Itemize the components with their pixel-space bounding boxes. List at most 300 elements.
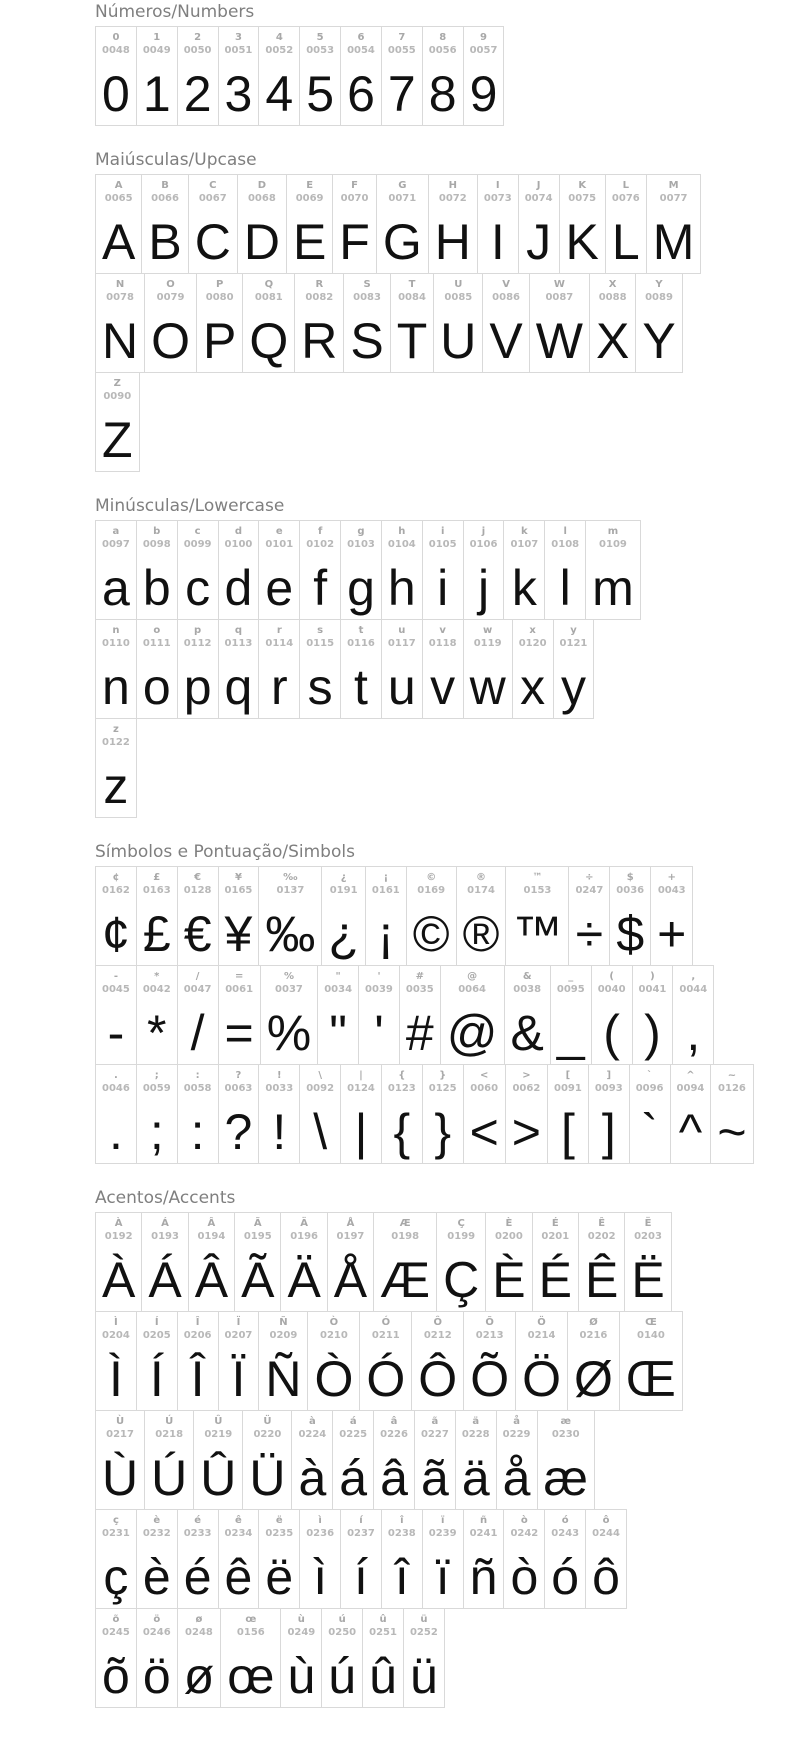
glyph-code-label: 0080 bbox=[205, 292, 234, 303]
glyph-cell bbox=[381, 520, 423, 620]
glyph-code-label: 0198 bbox=[391, 1231, 420, 1242]
section-title: Acentos/Accents bbox=[95, 1188, 236, 1208]
glyph-cell bbox=[585, 520, 641, 620]
glyph-preview: q bbox=[224, 659, 253, 715]
glyph-cell bbox=[280, 1212, 327, 1312]
glyph-row bbox=[95, 26, 800, 126]
glyph-char-label: ¢ bbox=[112, 872, 120, 883]
glyph-cell bbox=[485, 1212, 532, 1312]
glyph-cell bbox=[376, 174, 429, 274]
glyph-char-label: { bbox=[398, 1070, 406, 1081]
glyph-cell bbox=[299, 1064, 341, 1164]
glyph-preview: J bbox=[526, 214, 552, 270]
glyph-char-label: A bbox=[114, 180, 123, 191]
glyph-preview: á bbox=[339, 1450, 368, 1506]
glyph-code-label: 0234 bbox=[224, 1528, 253, 1539]
glyph-cell bbox=[390, 273, 435, 373]
glyph-cell bbox=[559, 174, 606, 274]
glyph-cell bbox=[299, 26, 341, 126]
glyph-preview: N bbox=[102, 313, 139, 369]
glyph-code-label: 0096 bbox=[635, 1083, 664, 1094]
glyph-char-label: W bbox=[553, 279, 565, 290]
glyph-char-label: M bbox=[668, 180, 679, 191]
glyph-code-label: 0210 bbox=[320, 1330, 348, 1341]
glyph-preview: Ã bbox=[241, 1252, 275, 1308]
glyph-code-label: 0040 bbox=[597, 984, 626, 995]
glyph-cell bbox=[624, 1212, 671, 1312]
glyph-code-label: 0053 bbox=[306, 45, 335, 56]
glyph-preview: Û bbox=[200, 1450, 237, 1506]
glyph-row bbox=[95, 1311, 800, 1411]
glyph-cell bbox=[568, 866, 610, 966]
glyph-char-label: k bbox=[521, 526, 528, 537]
glyph-code-label: 0245 bbox=[102, 1627, 130, 1638]
glyph-preview: F bbox=[339, 214, 370, 270]
glyph-cell bbox=[463, 520, 505, 620]
glyph-code-label: 0232 bbox=[142, 1528, 171, 1539]
glyph-code-label: 0060 bbox=[470, 1083, 499, 1094]
glyph-char-label: # bbox=[415, 971, 424, 982]
glyph-code-label: 0213 bbox=[475, 1330, 504, 1341]
glyph-code-label: 0235 bbox=[265, 1528, 294, 1539]
glyph-cell bbox=[258, 1311, 308, 1411]
glyph-cell bbox=[532, 1212, 579, 1312]
glyph-cell bbox=[406, 866, 457, 966]
glyph-cell bbox=[463, 1311, 516, 1411]
glyph-char-label: v bbox=[439, 625, 446, 636]
glyph-char-label: ] bbox=[606, 1070, 612, 1081]
glyph-char-label: Á bbox=[161, 1218, 169, 1229]
glyph-code-label: 0242 bbox=[510, 1528, 539, 1539]
glyph-row bbox=[95, 372, 800, 472]
glyph-code-label: 0045 bbox=[102, 984, 130, 995]
glyph-cell bbox=[177, 619, 219, 719]
glyph-preview: Y bbox=[642, 313, 676, 369]
glyph-row bbox=[95, 1509, 800, 1609]
glyph-cell bbox=[291, 1410, 333, 1510]
glyph-code-label: 0231 bbox=[102, 1528, 130, 1539]
glyph-section bbox=[95, 2, 800, 126]
glyph-char-label: = bbox=[234, 971, 244, 982]
glyph-cell bbox=[95, 273, 145, 373]
glyph-char-label: 0 bbox=[112, 32, 120, 43]
glyph-preview: ï bbox=[435, 1549, 450, 1605]
glyph-cell bbox=[218, 965, 261, 1065]
glyph-code-label: 0034 bbox=[324, 984, 353, 995]
section-title: Números/Numbers bbox=[95, 2, 255, 22]
glyph-preview: ú bbox=[328, 1648, 357, 1704]
glyph-cell bbox=[518, 174, 560, 274]
glyph-cell bbox=[343, 273, 390, 373]
glyph-preview: ™ bbox=[512, 906, 563, 962]
glyph-code-label: 0121 bbox=[559, 638, 588, 649]
glyph-code-label: 0169 bbox=[417, 885, 446, 896]
glyph-preview: ¿ bbox=[328, 906, 359, 962]
glyph-char-label: ) bbox=[650, 971, 655, 982]
glyph-cell bbox=[529, 273, 590, 373]
glyph-preview: < bbox=[469, 1104, 499, 1160]
glyph-cell bbox=[317, 965, 359, 1065]
glyph-code-label: 0120 bbox=[518, 638, 547, 649]
glyph-preview: ë bbox=[265, 1549, 294, 1605]
glyph-cell bbox=[381, 619, 423, 719]
glyph-cell bbox=[95, 174, 142, 274]
glyph-char-label: F bbox=[351, 180, 358, 191]
glyph-char-label: s bbox=[317, 625, 324, 636]
glyph-preview: _ bbox=[556, 1005, 585, 1061]
glyph-preview: & bbox=[510, 1005, 544, 1061]
glyph-char-label: ø bbox=[195, 1614, 203, 1625]
glyph-char-label: " bbox=[335, 971, 341, 982]
glyph-preview: Œ bbox=[625, 1351, 676, 1407]
glyph-cell bbox=[422, 26, 464, 126]
glyph-char-label: I bbox=[495, 180, 500, 191]
glyph-preview: h bbox=[387, 560, 416, 616]
glyph-preview: 6 bbox=[347, 66, 375, 122]
glyph-char-label: > bbox=[522, 1070, 531, 1081]
glyph-char-label: Å bbox=[346, 1218, 355, 1229]
glyph-preview: Ï bbox=[231, 1351, 246, 1407]
glyph-cell bbox=[440, 965, 505, 1065]
glyph-cell bbox=[95, 1608, 137, 1708]
glyph-cell bbox=[220, 1608, 281, 1708]
glyph-preview: 4 bbox=[265, 66, 294, 122]
glyph-preview: è bbox=[142, 1549, 171, 1605]
glyph-cell bbox=[482, 273, 529, 373]
glyph-code-label: 0077 bbox=[659, 193, 688, 204]
glyph-cell bbox=[340, 520, 382, 620]
glyph-code-label: 0226 bbox=[380, 1429, 408, 1440]
glyph-cell bbox=[710, 1064, 753, 1164]
glyph-cell bbox=[177, 1608, 222, 1708]
glyph-cell bbox=[299, 1509, 341, 1609]
glyph-code-label: 0163 bbox=[142, 885, 171, 896]
glyph-row bbox=[95, 174, 800, 274]
glyph-cell bbox=[177, 520, 219, 620]
glyph-cell bbox=[381, 1509, 423, 1609]
glyph-code-label: 0107 bbox=[510, 539, 539, 550]
glyph-code-label: 0161 bbox=[371, 885, 400, 896]
glyph-code-label: 0044 bbox=[679, 984, 708, 995]
glyph-code-label: 0103 bbox=[347, 539, 375, 550]
glyph-cell bbox=[512, 619, 554, 719]
glyph-char-label: d bbox=[234, 526, 243, 537]
glyph-preview: ã bbox=[420, 1450, 449, 1506]
glyph-cell bbox=[537, 1410, 595, 1510]
glyph-preview: j bbox=[477, 560, 490, 616]
glyph-preview: Ú bbox=[151, 1450, 188, 1506]
glyph-char-label: - bbox=[113, 971, 118, 982]
glyph-preview: Î bbox=[190, 1351, 205, 1407]
glyph-char-label: õ bbox=[112, 1614, 120, 1625]
glyph-char-label: 2 bbox=[194, 32, 202, 43]
glyph-code-label: 0073 bbox=[483, 193, 512, 204]
glyph-preview: 2 bbox=[183, 66, 212, 122]
glyph-code-label: 0102 bbox=[306, 539, 335, 550]
glyph-preview: i bbox=[437, 560, 449, 616]
glyph-char-label: B bbox=[161, 180, 169, 191]
glyph-cell bbox=[294, 273, 344, 373]
glyph-code-label: 0035 bbox=[405, 984, 434, 995]
glyph-char-label: ` bbox=[647, 1070, 653, 1081]
glyph-preview: ¢ bbox=[102, 906, 130, 962]
glyph-preview: ñ bbox=[469, 1549, 498, 1605]
glyph-code-label: 0108 bbox=[551, 539, 580, 550]
glyph-code-label: 0106 bbox=[469, 539, 498, 550]
glyph-preview: > bbox=[511, 1104, 541, 1160]
glyph-char-label: ~ bbox=[727, 1070, 737, 1081]
glyph-cell bbox=[136, 619, 178, 719]
glyph-code-label: 0126 bbox=[718, 1083, 746, 1094]
glyph-preview: ! bbox=[272, 1104, 287, 1160]
glyph-cell bbox=[567, 1311, 620, 1411]
glyph-code-label: 0109 bbox=[599, 539, 627, 550]
glyph-code-label: 0111 bbox=[142, 638, 171, 649]
glyph-cell bbox=[218, 520, 260, 620]
glyph-cell bbox=[136, 1608, 178, 1708]
glyph-preview: ] bbox=[601, 1104, 616, 1160]
glyph-char-label: L bbox=[622, 180, 630, 191]
glyph-code-label: 0115 bbox=[306, 638, 335, 649]
glyph-char-label: É bbox=[551, 1218, 559, 1229]
glyph-char-label: ì bbox=[318, 1515, 322, 1526]
glyph-row bbox=[95, 520, 800, 620]
glyph-code-label: 0061 bbox=[225, 984, 254, 995]
glyph-preview: ¥ bbox=[224, 906, 253, 962]
glyph-char-label: Ù bbox=[115, 1416, 125, 1427]
glyph-cell bbox=[550, 965, 592, 1065]
glyph-code-label: 0049 bbox=[142, 45, 171, 56]
glyph-cell bbox=[218, 1509, 260, 1609]
glyph-preview: n bbox=[102, 659, 130, 715]
section-title: Minúsculas/Lowercase bbox=[95, 496, 285, 516]
glyph-char-label: c bbox=[194, 526, 201, 537]
glyph-cell bbox=[629, 1064, 671, 1164]
glyph-cell bbox=[218, 1064, 260, 1164]
glyph-code-label: 0203 bbox=[634, 1231, 662, 1242]
glyph-char-label: Ñ bbox=[279, 1317, 288, 1328]
glyph-preview: y bbox=[560, 659, 586, 715]
glyph-code-label: 0202 bbox=[587, 1231, 616, 1242]
glyph-preview: \ bbox=[313, 1104, 328, 1160]
glyph-code-label: 0230 bbox=[551, 1429, 580, 1440]
glyph-code-label: 0239 bbox=[428, 1528, 457, 1539]
glyph-char-label: O bbox=[166, 279, 175, 290]
glyph-cell bbox=[503, 1509, 545, 1609]
glyph-code-label: 0092 bbox=[306, 1083, 335, 1094]
glyph-row bbox=[95, 619, 800, 719]
glyph-cell bbox=[141, 1212, 188, 1312]
glyph-cell bbox=[321, 1608, 363, 1708]
glyph-preview: B bbox=[148, 214, 182, 270]
glyph-preview: 1 bbox=[142, 66, 171, 122]
glyph-preview: Ü bbox=[249, 1450, 286, 1506]
glyph-cell bbox=[242, 1410, 292, 1510]
glyph-code-label: 0050 bbox=[183, 45, 212, 56]
glyph-code-label: 0113 bbox=[224, 638, 253, 649]
glyph-preview: Ó bbox=[366, 1351, 406, 1407]
section-title: Símbolos e Pontuação/Simbols bbox=[95, 842, 355, 862]
glyph-code-label: 0070 bbox=[340, 193, 369, 204]
glyph-cell bbox=[95, 965, 137, 1065]
glyph-preview: u bbox=[387, 659, 416, 715]
glyph-code-label: 0042 bbox=[142, 984, 171, 995]
glyph-preview: ù bbox=[287, 1648, 316, 1704]
glyph-char-label: * bbox=[154, 971, 160, 982]
glyph-preview: D bbox=[243, 214, 280, 270]
glyph-char-label: x bbox=[529, 625, 536, 636]
glyph-char-label: ? bbox=[235, 1070, 242, 1081]
glyph-code-label: 0218 bbox=[155, 1429, 184, 1440]
glyph-preview: œ bbox=[227, 1648, 275, 1704]
glyph-code-label: 0233 bbox=[183, 1528, 212, 1539]
glyph-cell bbox=[635, 273, 682, 373]
glyph-char-label: Ó bbox=[381, 1317, 391, 1328]
glyph-char-label: V bbox=[502, 279, 510, 290]
glyph-code-label: 0252 bbox=[409, 1627, 438, 1638]
glyph-char-label: ö bbox=[153, 1614, 161, 1625]
glyph-cell bbox=[141, 174, 188, 274]
glyph-preview: U bbox=[440, 313, 477, 369]
glyph-char-label: ¡ bbox=[383, 872, 389, 883]
glyph-char-label: o bbox=[153, 625, 161, 636]
glyph-preview: [ bbox=[560, 1104, 575, 1160]
glyph-preview: @ bbox=[446, 1005, 498, 1061]
glyph-code-label: 0211 bbox=[371, 1330, 400, 1341]
glyph-preview: Å bbox=[333, 1252, 368, 1308]
glyph-preview: Ö bbox=[522, 1351, 562, 1407]
glyph-char-label: Z bbox=[113, 378, 121, 389]
glyph-cell bbox=[218, 1311, 260, 1411]
glyph-code-label: 0075 bbox=[568, 193, 597, 204]
glyph-code-label: 0036 bbox=[616, 885, 645, 896]
glyph-preview: # bbox=[405, 1005, 434, 1061]
glyph-cell bbox=[258, 619, 300, 719]
glyph-preview: Ç bbox=[443, 1252, 480, 1308]
glyph-char-label: ® bbox=[476, 872, 487, 883]
glyph-preview: ø bbox=[183, 1648, 215, 1704]
glyph-code-label: 0195 bbox=[243, 1231, 272, 1242]
glyph-char-label: Ô bbox=[433, 1317, 442, 1328]
glyph-cell bbox=[286, 174, 333, 274]
glyph-preview: Á bbox=[148, 1252, 182, 1308]
glyph-char-label: S bbox=[363, 279, 371, 290]
glyph-char-label: 3 bbox=[234, 32, 242, 43]
glyph-cell bbox=[188, 174, 238, 274]
glyph-char-label: è bbox=[153, 1515, 161, 1526]
glyph-preview: , bbox=[686, 1005, 701, 1061]
glyph-cell bbox=[433, 273, 483, 373]
glyph-cell bbox=[136, 26, 178, 126]
glyph-cell bbox=[455, 1410, 497, 1510]
glyph-code-label: 0162 bbox=[102, 885, 130, 896]
glyph-preview: Z bbox=[102, 412, 133, 468]
glyph-char-label: ô bbox=[602, 1515, 610, 1526]
glyph-section bbox=[95, 150, 800, 472]
glyph-code-label: 0153 bbox=[523, 885, 552, 896]
glyph-cell bbox=[553, 619, 595, 719]
glyph-code-label: 0140 bbox=[637, 1330, 665, 1341]
glyph-code-label: 0058 bbox=[183, 1083, 212, 1094]
glyph-cell bbox=[242, 273, 295, 373]
glyph-code-label: 0071 bbox=[388, 193, 417, 204]
glyph-char-label: Ê bbox=[598, 1218, 606, 1229]
glyph-preview: 5 bbox=[306, 66, 335, 122]
glyph-preview: I bbox=[490, 214, 505, 270]
glyph-code-label: 0046 bbox=[102, 1083, 130, 1094]
glyph-preview: / bbox=[190, 1005, 205, 1061]
glyph-code-label: 0209 bbox=[269, 1330, 298, 1341]
glyph-code-label: 0079 bbox=[156, 292, 185, 303]
glyph-code-label: 0118 bbox=[428, 638, 457, 649]
glyph-code-label: 0099 bbox=[183, 539, 212, 550]
glyph-cell bbox=[136, 1311, 178, 1411]
glyph-cell bbox=[144, 273, 197, 373]
glyph-preview: Q bbox=[249, 313, 289, 369]
glyph-code-label: 0083 bbox=[353, 292, 381, 303]
glyph-char-label: N bbox=[115, 279, 125, 290]
glyph-code-label: 0220 bbox=[253, 1429, 282, 1440]
glyph-cell bbox=[619, 1311, 683, 1411]
glyph-char-label: Ú bbox=[165, 1416, 174, 1427]
glyph-char-label: ë bbox=[275, 1515, 283, 1526]
glyph-preview: S bbox=[350, 313, 384, 369]
sections-container bbox=[95, 2, 800, 1708]
glyph-preview: T bbox=[396, 313, 428, 369]
glyph-preview: E bbox=[292, 214, 327, 270]
glyph-preview: Ò bbox=[314, 1351, 354, 1407]
glyph-code-label: 0193 bbox=[151, 1231, 179, 1242]
glyph-cell bbox=[332, 1410, 374, 1510]
glyph-char-label: u bbox=[398, 625, 406, 636]
glyph-char-label: e bbox=[275, 526, 283, 537]
glyph-preview: ì bbox=[313, 1549, 328, 1605]
glyph-char-label: l bbox=[563, 526, 567, 537]
glyph-code-label: 0067 bbox=[198, 193, 227, 204]
glyph-preview: Ù bbox=[102, 1450, 139, 1506]
glyph-code-label: 0207 bbox=[224, 1330, 253, 1341]
glyph-cell bbox=[144, 1410, 194, 1510]
glyph-cell bbox=[280, 1608, 322, 1708]
glyph-preview: W bbox=[535, 313, 583, 369]
glyph-code-label: 0064 bbox=[458, 984, 487, 995]
glyph-cell bbox=[177, 26, 219, 126]
glyph-code-label: 0056 bbox=[428, 45, 457, 56]
glyph-cell bbox=[177, 965, 219, 1065]
glyph-code-label: 0249 bbox=[287, 1627, 316, 1638]
glyph-preview: È bbox=[492, 1252, 526, 1308]
glyph-preview: G bbox=[382, 214, 422, 270]
glyph-char-label: w bbox=[483, 625, 493, 636]
glyph-cell bbox=[258, 1064, 300, 1164]
glyph-char-label: + bbox=[667, 872, 676, 883]
glyph-preview: ? bbox=[224, 1104, 253, 1160]
glyph-char-label: E bbox=[306, 180, 314, 191]
glyph-code-label: 0216 bbox=[579, 1330, 608, 1341]
glyph-code-label: 0199 bbox=[447, 1231, 476, 1242]
glyph-preview: ò bbox=[510, 1549, 539, 1605]
glyph-char-label: D bbox=[257, 180, 267, 191]
glyph-char-label: Û bbox=[214, 1416, 223, 1427]
glyph-code-label: 0063 bbox=[224, 1083, 253, 1094]
glyph-code-label: 0205 bbox=[142, 1330, 171, 1341]
glyph-char-label: Ò bbox=[329, 1317, 339, 1328]
glyph-code-label: 0124 bbox=[347, 1083, 375, 1094]
glyph-char-label: é bbox=[194, 1515, 201, 1526]
glyph-preview: ^ bbox=[678, 1104, 703, 1160]
glyph-char-label: ' bbox=[377, 971, 381, 982]
glyph-char-label: ù bbox=[297, 1614, 305, 1625]
